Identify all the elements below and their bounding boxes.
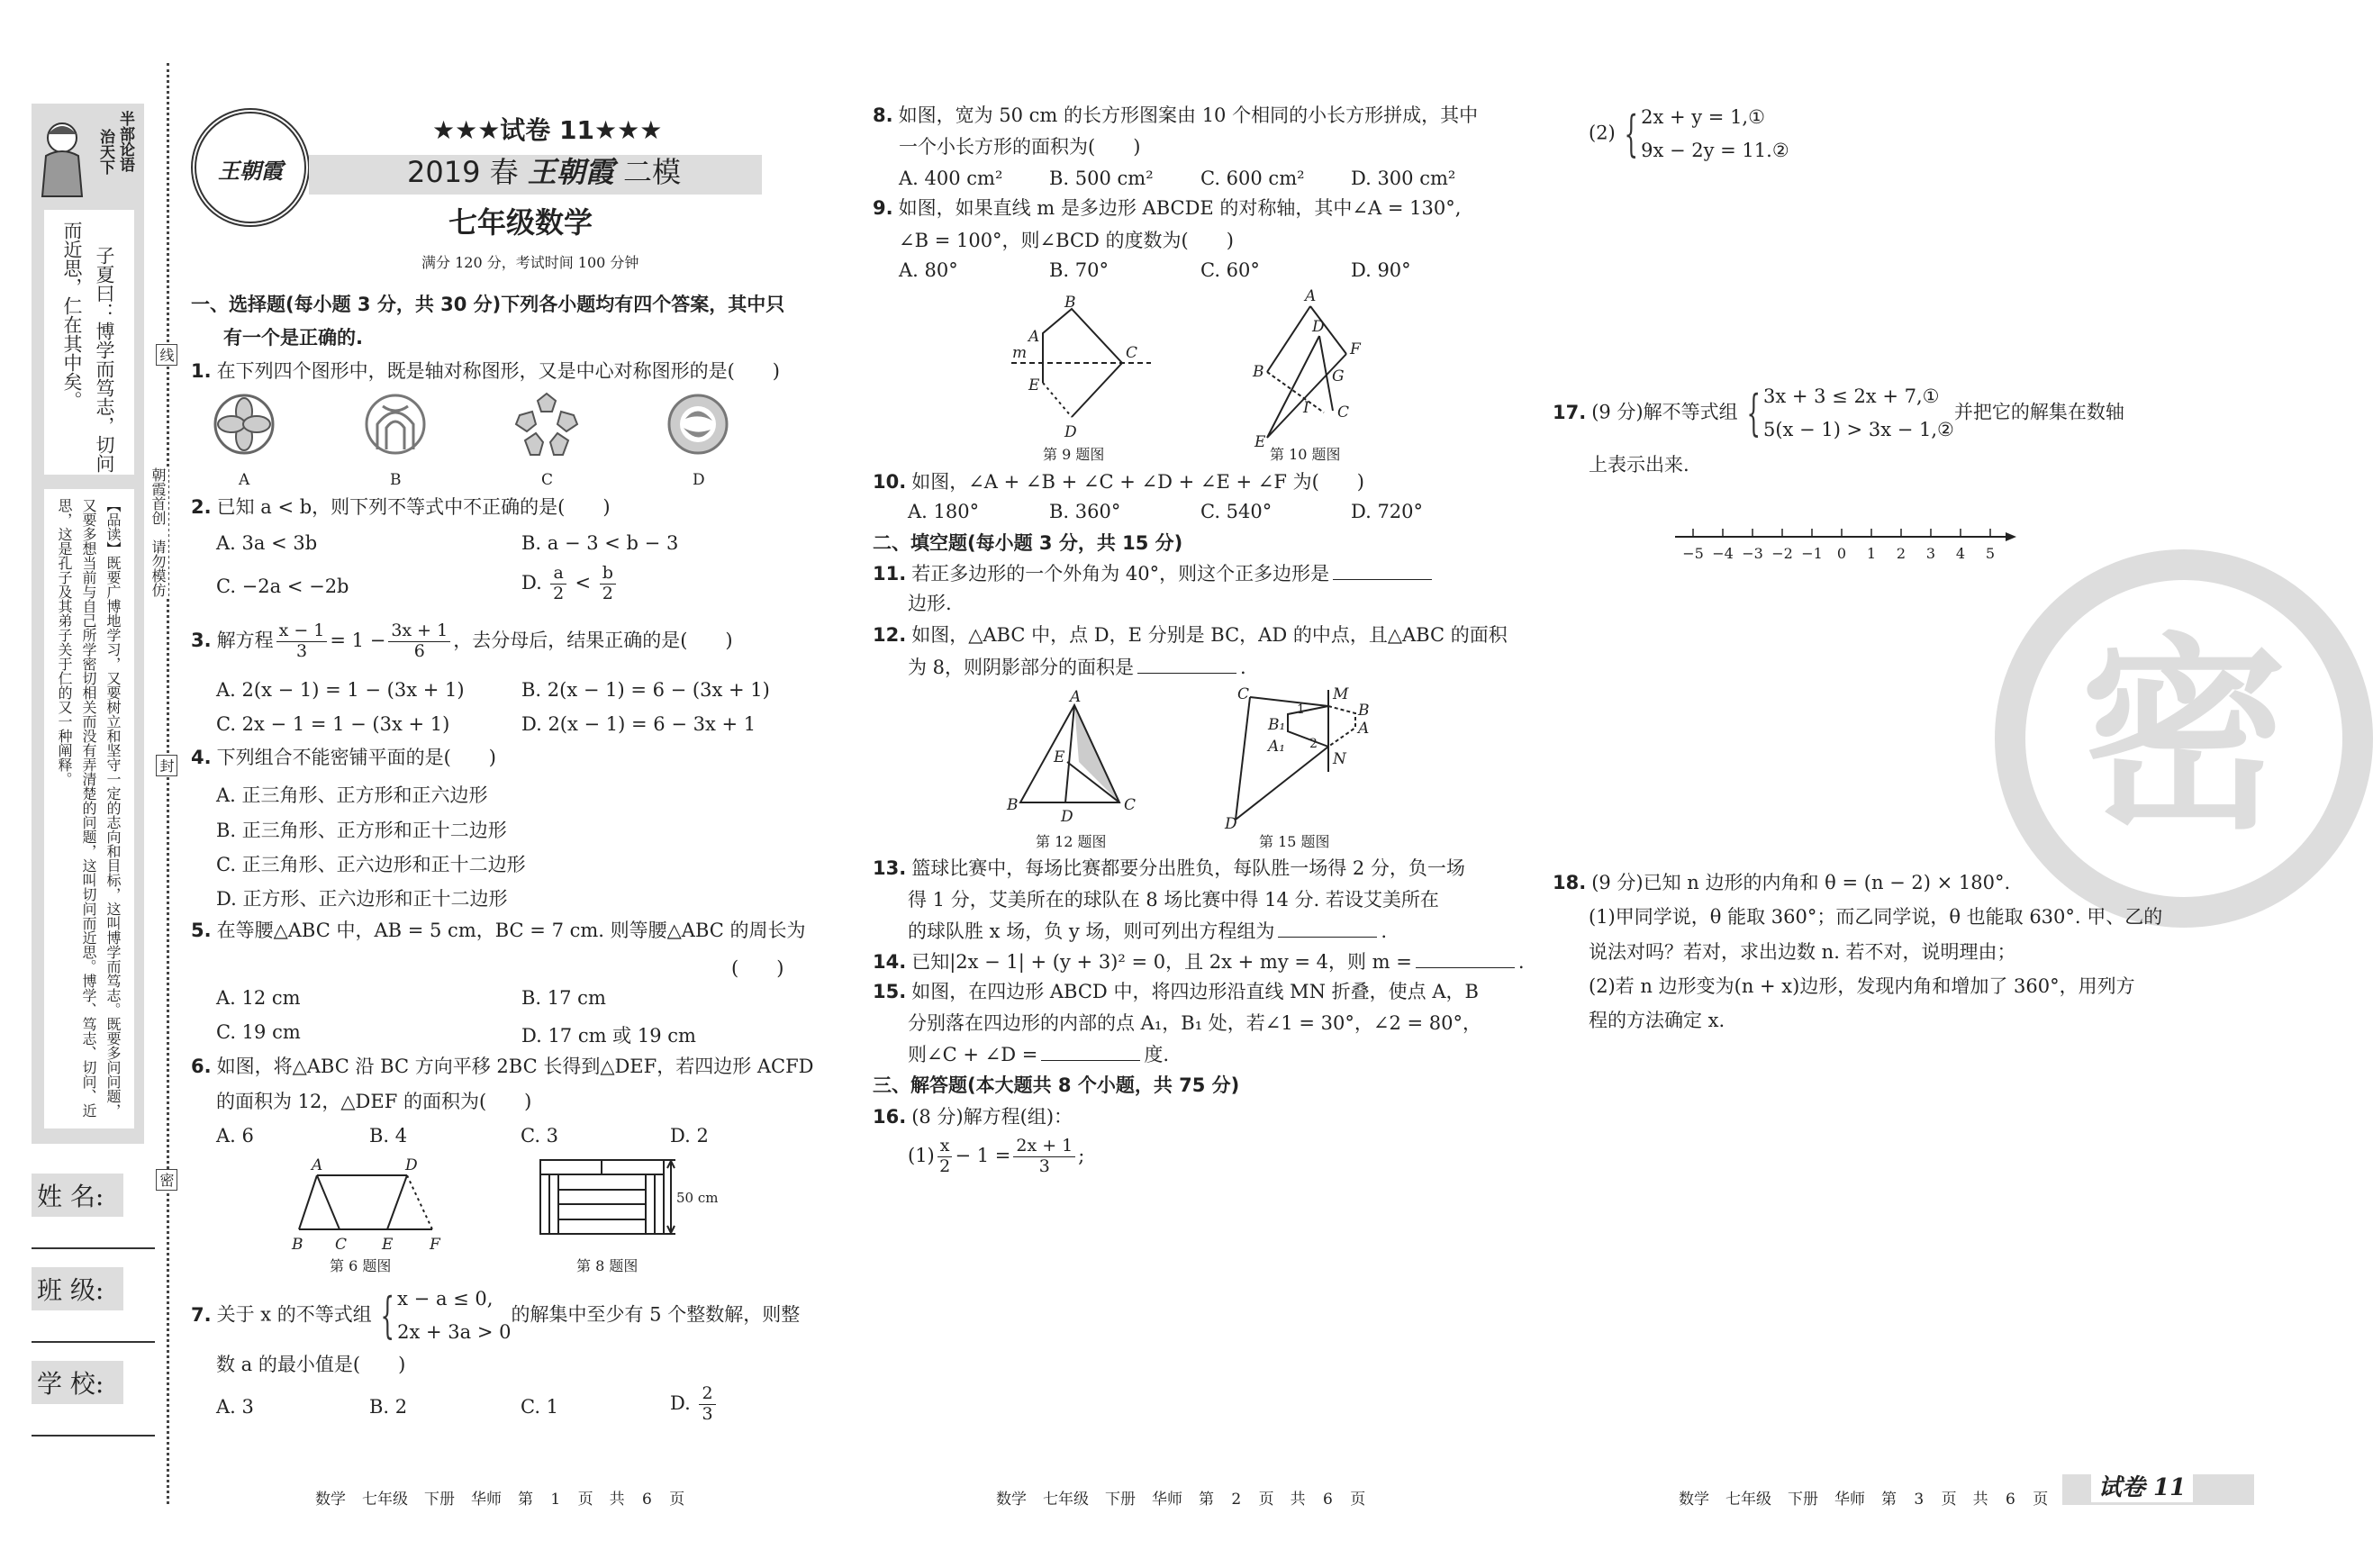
brace: {	[380, 1287, 394, 1345]
q6-option-b: B. 4	[369, 1125, 408, 1147]
footer-total: 共 6 页	[1972, 1491, 2049, 1509]
q12	[873, 624, 1508, 647]
q1-figure-d	[669, 395, 727, 453]
q10-number: 10.	[873, 471, 907, 493]
inequality-1: x − a ≤ 0,	[397, 1288, 494, 1310]
q8-option-a: A. 400 cm²	[899, 168, 1003, 189]
q6-fig-label: F	[430, 1236, 440, 1254]
q2-option-d	[521, 564, 619, 604]
title-brand: 王朝霞	[527, 155, 614, 189]
q15-fig-caption: 第 15 题图	[1259, 833, 1330, 850]
q17-post: 并把它的解集在数轴	[1953, 401, 2124, 423]
q6-fig-label: C	[335, 1236, 348, 1254]
q3-pre: 解方程	[216, 629, 274, 651]
q1-text: 在下列四个图形中，既是轴对称图形，又是中心对称图形的是( )	[216, 360, 780, 382]
footer-page: 第 1 页	[518, 1491, 593, 1509]
q4-option-a: A. 正三角形、正方形和正六边形	[216, 784, 488, 806]
q16-part1-label: (1)	[908, 1144, 935, 1166]
number-line-tick-label: −1	[1801, 545, 1823, 562]
q7-option-b: B. 2	[369, 1396, 408, 1418]
q5-option-c: C. 19 cm	[216, 1021, 301, 1043]
q7-pre: 关于 x 的不等式组	[216, 1303, 372, 1326]
q15-text-cont: 分别落在四边形的内部的点 A₁，B₁ 处，若∠1 = 30°，∠2 = 80°，	[908, 1012, 1482, 1034]
q5-option-d: D. 17 cm 或 19 cm	[521, 1025, 696, 1047]
binding-line	[167, 63, 169, 1504]
q9-fig-label: B	[1064, 294, 1076, 312]
q15-fig-label: B₁	[1268, 716, 1286, 734]
footer-page: 第 3 页	[1881, 1491, 1957, 1509]
series-label: ★★★试卷 11★★★	[432, 115, 663, 145]
q1-label-b: B	[390, 471, 402, 489]
numerator: 3x + 1	[388, 621, 450, 642]
q16-part2	[1589, 106, 1789, 162]
numerator: x	[937, 1137, 953, 1157]
q6-text: 如图，将△ABC 沿 BC 方向平移 2BC 长得到△DEF，若四边形 ACFD	[216, 1056, 814, 1077]
q5-number: 5.	[191, 920, 212, 941]
motto-col2: 治天下	[96, 129, 114, 175]
q5	[191, 920, 806, 942]
denominator: 2	[602, 583, 613, 603]
q12-fig-label: D	[1061, 808, 1073, 826]
footer-volume: 下册	[424, 1491, 455, 1509]
q6-fig-label: E	[382, 1236, 394, 1254]
q15-fig-label: D	[1225, 815, 1237, 833]
q15-fig-label: M	[1333, 685, 1349, 703]
q10-fig-label: A	[1305, 287, 1317, 305]
subject-title: 七年级数学	[448, 205, 593, 240]
q18-text: (9 分)已知 n 边形的内角和 θ = (n − 2) × 180°.	[1591, 872, 2011, 893]
q10-fig-label: C	[1337, 403, 1350, 421]
q13-text: 篮球比赛中，每场比赛都要分出胜负，每队胜一场得 2 分，负一场	[911, 857, 1465, 879]
q3-post: ，去分母后，结果正确的是( )	[453, 629, 733, 651]
q5-answer-paren: ( )	[731, 957, 784, 979]
denominator: 2	[939, 1156, 951, 1176]
page2-footer	[996, 1486, 1381, 1509]
quote-col2: 而近思，仁在其中矣。	[61, 221, 83, 410]
q17-text-cont: 上表示出来.	[1589, 454, 1689, 476]
q7-option-c: C. 1	[521, 1396, 559, 1418]
q6-text-cont: 的面积为 12，△DEF 的面积为( )	[216, 1091, 532, 1112]
q1-figures	[207, 390, 738, 498]
q12-fig-label: A	[1070, 688, 1082, 706]
footer-total: 共 6 页	[609, 1491, 685, 1509]
logo-text: 王朝霞	[218, 158, 283, 184]
quote-box	[44, 210, 134, 475]
q9-option-a: A. 80°	[899, 259, 958, 281]
name-field[interactable]	[32, 1247, 155, 1249]
section1-heading-cont: 有一个是正确的.	[223, 327, 363, 349]
denominator: 3	[702, 1403, 713, 1424]
number-line-tick-label: −2	[1771, 545, 1793, 562]
q12-fig-label: E	[1054, 748, 1065, 766]
q3-number: 3.	[191, 629, 212, 651]
q10-fig-label: B	[1253, 363, 1264, 381]
q13-end: .	[1381, 920, 1388, 942]
q1-figure-a	[215, 395, 273, 453]
q16	[873, 1106, 1073, 1128]
footer-total: 共 6 页	[1290, 1491, 1366, 1509]
q15-fig-label: 2	[1309, 737, 1318, 751]
exam-info: 满分 120 分，考试时间 100 分钟	[421, 254, 639, 271]
q4-text: 下列组合不能密铺平面的是( )	[216, 747, 496, 768]
q1-figure-c	[516, 394, 577, 455]
q1-label-a: A	[239, 471, 250, 489]
q8-fig-caption: 第 8 题图	[576, 1257, 639, 1274]
sidebar-panel	[32, 104, 144, 1144]
q10-fig-caption: 第 10 题图	[1270, 446, 1341, 463]
q6-number: 6.	[191, 1056, 212, 1077]
number-line-tick-label: −5	[1682, 545, 1704, 562]
q2-option-c: C. −2a < −2b	[216, 576, 349, 597]
binding-mark-feng: 封	[156, 755, 177, 776]
school-field[interactable]	[32, 1435, 155, 1437]
q12-number: 12.	[873, 624, 907, 646]
q15-fig-label: N	[1333, 750, 1346, 768]
q9-option-c: C. 60°	[1200, 259, 1260, 281]
footer-edition: 华师	[1152, 1491, 1182, 1509]
q2-option-a: A. 3a < 3b	[216, 532, 318, 554]
numerator: b	[600, 564, 616, 585]
q13-text-line3: 的球队胜 x 场，负 y 场，则可列出方程组为	[908, 920, 1275, 942]
inequality-1: 3x + 3 ≤ 2x + 7,①	[1762, 385, 1940, 407]
q4-option-d: D. 正方形、正六边形和正十二边形	[216, 888, 508, 910]
q13-answer-blank[interactable]	[1278, 937, 1377, 938]
watermark-text: 密	[2079, 617, 2287, 857]
q6-option-c: C. 3	[521, 1125, 559, 1147]
q8-text: 如图，宽为 50 cm 的长方形图案由 10 个相同的小长方形拼成，其中	[898, 104, 1479, 126]
q12-answer-blank[interactable]	[1137, 673, 1236, 674]
q9-fig-label: E	[1028, 376, 1040, 394]
q15-fig-label: B	[1358, 702, 1370, 720]
fraction	[276, 621, 328, 662]
footer-subject: 数学	[315, 1491, 346, 1509]
q15-figure	[1225, 685, 1378, 833]
q5-option-a: A. 12 cm	[216, 987, 301, 1009]
q2	[191, 496, 611, 519]
q9-option-d: D. 90°	[1351, 259, 1411, 281]
footer-volume: 下册	[1105, 1491, 1136, 1509]
q5-option-b: B. 17 cm	[521, 987, 606, 1009]
numerator: a	[550, 564, 566, 585]
q9-option-b: B. 70°	[1049, 259, 1110, 281]
q8-fig-width-label: 50 cm	[676, 1190, 719, 1206]
inequality-2: 5(x − 1) > 3x − 1,②	[1762, 419, 1954, 441]
fraction	[1013, 1137, 1075, 1177]
q6-fig-label: B	[292, 1236, 303, 1254]
denominator: 3	[1038, 1156, 1050, 1176]
q11	[873, 563, 1436, 585]
motto-col1: 半部论语	[116, 111, 134, 172]
number-line-arrow	[2006, 532, 2016, 541]
number-line-tick-label: 3	[1925, 545, 1936, 562]
q10-option-a: A. 180°	[908, 501, 980, 522]
quote-col1: 子夏曰：博学而笃志，切问	[94, 246, 115, 473]
q7-option-a: A. 3	[216, 1396, 254, 1418]
footer-grade: 七年级	[1725, 1491, 1771, 1509]
q3-option-c: C. 2x − 1 = 1 − (3x + 1)	[216, 713, 450, 735]
q18	[1553, 872, 2010, 894]
q15-text: 如图，在四边形 ABCD 中，将四边形沿直线 MN 折叠，使点 A，B	[911, 981, 1479, 1002]
q2-d-operator: <	[575, 571, 592, 594]
q16-part2-label: (2)	[1589, 122, 1616, 144]
q15-text-line3: 则∠C + ∠D =	[908, 1044, 1038, 1065]
inequality-system	[1738, 385, 1954, 441]
q16-part1	[908, 1137, 1084, 1177]
q2-d-prefix: D.	[521, 571, 542, 594]
q1	[191, 360, 780, 383]
q8-text-cont: 一个小长方形的面积为( )	[899, 136, 1141, 158]
q6-fig-caption: 第 6 题图	[330, 1257, 392, 1274]
q10-option-c: C. 540°	[1200, 501, 1273, 522]
fraction	[600, 564, 616, 604]
q10-fig-label: G	[1332, 367, 1345, 385]
q7-option-d	[670, 1384, 719, 1425]
section3-heading: 三、解答题(本大题共 8 个小题，共 75 分)	[873, 1074, 1240, 1096]
class-field[interactable]	[32, 1341, 155, 1343]
section2-heading: 二、填空题(每小题 3 分，共 15 分)	[873, 532, 1183, 554]
q1-label-d: D	[693, 471, 705, 489]
q1-figure-b	[367, 395, 424, 453]
q16-part1-mid: − 1 =	[955, 1144, 1011, 1166]
number-line-tick-label: 5	[1985, 545, 1996, 562]
footer-subject: 数学	[996, 1491, 1027, 1509]
scholar-cartoon-icon	[35, 111, 89, 201]
q15-fig-label: 1	[1297, 702, 1305, 717]
binding-notice: 朝霞首创 请勿模仿	[149, 467, 167, 597]
number-line-tick-label: 0	[1836, 545, 1847, 562]
footer-grade: 七年级	[1043, 1491, 1089, 1509]
q2-option-b: B. a − 3 < b − 3	[521, 532, 679, 554]
q15-text-cont2	[908, 1044, 1169, 1066]
q18-number: 18.	[1553, 872, 1587, 893]
denominator: 3	[295, 640, 308, 661]
q9-fig-label: A	[1028, 328, 1040, 346]
q6-fig-label: A	[312, 1156, 323, 1174]
page1-footer	[315, 1486, 701, 1509]
q17-number: 17.	[1553, 401, 1587, 423]
denominator: 2	[553, 583, 565, 603]
q3	[191, 621, 733, 662]
q12-fig-label: B	[1007, 796, 1019, 814]
q18-part1: (1)甲同学说，θ 能取 360°；而乙同学说，θ 也能取 630°. 甲、乙的	[1589, 906, 2163, 928]
inequality-system	[372, 1288, 512, 1344]
q7-number: 7.	[191, 1303, 212, 1326]
fraction	[699, 1384, 715, 1425]
q12-text-line2: 为 8，则阴影部分的面积是	[908, 657, 1135, 678]
q13-text-cont: 得 1 分，艾美所在的球队在 8 场比赛中得 14 分. 若设艾美所在	[908, 889, 1439, 911]
q16-text: (8 分)解方程(组)：	[911, 1106, 1073, 1128]
title-year: 2019 春	[407, 155, 519, 189]
q3-option-d: D. 2(x − 1) = 6 − 3x + 1	[521, 713, 756, 735]
q11-number: 11.	[873, 563, 907, 585]
q15	[873, 981, 1479, 1003]
q15-answer-blank[interactable]	[1041, 1060, 1140, 1061]
q12-figure	[1007, 690, 1142, 825]
q13-number: 13.	[873, 857, 907, 879]
q6-option-d: D. 2	[670, 1125, 709, 1147]
q18-part1-cont: 说法对吗？若对，求出边数 n. 若不对，说明理由；	[1589, 941, 2016, 963]
q5-text: 在等腰△ABC 中，AB = 5 cm，BC = 7 cm. 则等腰△ABC 的周长为	[216, 920, 806, 941]
q9	[873, 197, 1461, 220]
q3-option-b: B. 2(x − 1) = 6 − (3x + 1)	[521, 679, 770, 701]
brand-logo	[191, 108, 310, 227]
q7	[191, 1288, 800, 1344]
q14	[873, 951, 1525, 974]
q10-text: 如图，∠A + ∠B + ∠C + ∠D + ∠E + ∠F 为( )	[911, 471, 1364, 493]
footer-subject: 数学	[1679, 1491, 1709, 1509]
q13	[873, 857, 1465, 880]
q14-number: 14.	[873, 951, 907, 973]
q7-d-prefix: D.	[670, 1391, 691, 1414]
exam-title	[407, 155, 681, 189]
q8	[873, 104, 1478, 127]
q10-fig-label: F	[1350, 340, 1361, 358]
q10-fig-label: I	[1303, 399, 1309, 417]
q10-figure	[1247, 286, 1382, 449]
page3-footer	[1679, 1486, 2064, 1509]
footer-edition: 华师	[1834, 1491, 1865, 1509]
q14-answer-blank[interactable]	[1416, 967, 1515, 968]
q1-label-c: C	[541, 471, 554, 489]
q4-option-c: C. 正三角形、正六边形和正十二边形	[216, 854, 526, 875]
q3-mid: = 1 −	[330, 629, 386, 651]
q17-pre: (9 分)解不等式组	[1591, 401, 1738, 423]
q10-option-b: B. 360°	[1049, 501, 1121, 522]
q12-end: .	[1240, 657, 1246, 678]
section1-heading: 一、选择题(每小题 3 分，共 30 分)下列各小题均有四个答案，其中只	[191, 294, 785, 315]
q9-fig-label: m	[1012, 344, 1028, 362]
q11-text-cont: 边形.	[908, 593, 952, 614]
q8-number: 8.	[873, 104, 893, 126]
number-line-tick-label: −3	[1742, 545, 1763, 562]
binding-mark-xian: 线	[156, 344, 177, 366]
q9-text-cont: ∠B = 100°，则∠BCD 的度数为( )	[899, 230, 1234, 251]
footer-badge: 试卷 11	[2091, 1474, 2193, 1502]
q2-number: 2.	[191, 496, 212, 518]
class-field-label: 班 级:	[32, 1267, 123, 1310]
number-line-tick-label: 2	[1896, 545, 1907, 562]
q8-option-d: D. 300 cm²	[1351, 168, 1456, 189]
q6-option-a: A. 6	[216, 1125, 254, 1147]
equation-1: 2x + y = 1,①	[1641, 106, 1765, 128]
q15-number: 15.	[873, 981, 907, 1002]
q11-answer-blank[interactable]	[1333, 579, 1432, 580]
q6-fig-label: D	[405, 1156, 418, 1174]
q8-figure	[536, 1157, 734, 1247]
name-field-label: 姓 名:	[32, 1174, 123, 1217]
q4-number: 4.	[191, 747, 212, 768]
q9-figure	[1007, 294, 1160, 446]
q14-end: .	[1517, 951, 1525, 973]
brace: {	[1746, 385, 1761, 442]
footer-grade: 七年级	[362, 1491, 408, 1509]
equation-2: 9x − 2y = 11.②	[1641, 140, 1789, 162]
watermark-seal	[1995, 549, 2287, 937]
fraction	[550, 564, 566, 604]
number-line-tick-label: 1	[1866, 545, 1877, 562]
numerator: 2	[699, 1384, 715, 1405]
q3-option-a: A. 2(x − 1) = 1 − (3x + 1)	[216, 679, 465, 701]
number-line-tick-label: 4	[1955, 545, 1966, 562]
q9-fig-label: D	[1064, 423, 1077, 441]
number-line-tick-label: −4	[1712, 545, 1734, 562]
q16-part1-end: ;	[1078, 1144, 1085, 1166]
numerator: 2x + 1	[1013, 1137, 1075, 1157]
q11-text: 若正多边形的一个外角为 40°，则这个正多边形是	[911, 563, 1330, 585]
fraction	[937, 1137, 953, 1177]
q7-post: 的解集中至少有 5 个整数解，则整	[511, 1303, 801, 1326]
q1-number: 1.	[191, 360, 212, 382]
q9-fig-label: C	[1126, 344, 1138, 362]
q4-option-b: B. 正三角形、正方形和正十二边形	[216, 820, 507, 841]
equation-system	[1616, 106, 1789, 162]
q10-fig-label: D	[1312, 318, 1325, 336]
q16-number: 16.	[873, 1106, 907, 1128]
footer-page: 第 2 页	[1199, 1491, 1274, 1509]
q10-fig-label: E	[1254, 433, 1266, 451]
q18-part2: (2)若 n 边形变为(n + x)边形，发现内角和增加了 360°，用列方	[1589, 975, 2135, 997]
denominator: 6	[413, 640, 425, 661]
q9-number: 9.	[873, 197, 893, 219]
brace: {	[1624, 105, 1638, 163]
q10-option-d: D. 720°	[1351, 501, 1424, 522]
numerator: x − 1	[276, 621, 328, 642]
fraction	[388, 621, 450, 662]
school-field-label: 学 校:	[32, 1361, 123, 1404]
q7-text-cont: 数 a 的最小值是( )	[216, 1354, 406, 1375]
q18-part2-cont: 程的方法确定 x.	[1589, 1010, 1725, 1031]
q17	[1553, 385, 2124, 441]
q12-text: 如图，△ABC 中，点 D，E 分别是 BC，AD 的中点，且△ABC 的面积	[911, 624, 1508, 646]
q14-text: 已知|2x − 1| + (y + 3)² = 0，且 2x + my = 4，则 m =	[911, 951, 1412, 973]
q13-text-cont2	[908, 920, 1387, 943]
q15-fig-label: A₁	[1268, 738, 1286, 756]
q9-fig-caption: 第 9 题图	[1043, 446, 1105, 463]
q2-text: 已知 a < b，则下列不等式中不正确的是( )	[216, 496, 611, 518]
reading-box	[44, 489, 134, 1128]
reading-text: 【品读】既要广博地学习，又要树立和坚守一定的志向和目标，这叫博学而笃志。既要多问问题，又要多想当前与自己所学密切相关而没有弄清楚的问题，这叫切问而近思。博学、笃志、切问、近思，这是孔子及其弟子关于仁的又一种阐释。	[56, 498, 122, 1118]
q12-fig-label: C	[1124, 796, 1137, 814]
q6-figure	[290, 1156, 448, 1255]
q12-text-cont	[908, 657, 1246, 679]
q8-option-b: B. 500 cm²	[1049, 168, 1154, 189]
footer-volume: 下册	[1788, 1491, 1818, 1509]
number-line	[1671, 522, 2022, 567]
inequality-2: 2x + 3a > 0	[397, 1321, 512, 1344]
footer-edition: 华师	[471, 1491, 502, 1509]
title-suffix: 二模	[622, 155, 681, 189]
q4	[191, 747, 496, 769]
q9-text: 如图，如果直线 m 是多边形 ABCDE 的对称轴，其中∠A = 130°,	[898, 197, 1462, 219]
q12-fig-caption: 第 12 题图	[1036, 833, 1107, 850]
q8-option-c: C. 600 cm²	[1200, 168, 1305, 189]
q15-end: 度.	[1144, 1044, 1170, 1065]
binding-mark-mi: 密	[156, 1169, 177, 1191]
q10	[873, 471, 1364, 494]
q6	[191, 1056, 814, 1078]
q15-fig-label: A	[1358, 720, 1370, 738]
q15-fig-label: C	[1237, 685, 1250, 703]
